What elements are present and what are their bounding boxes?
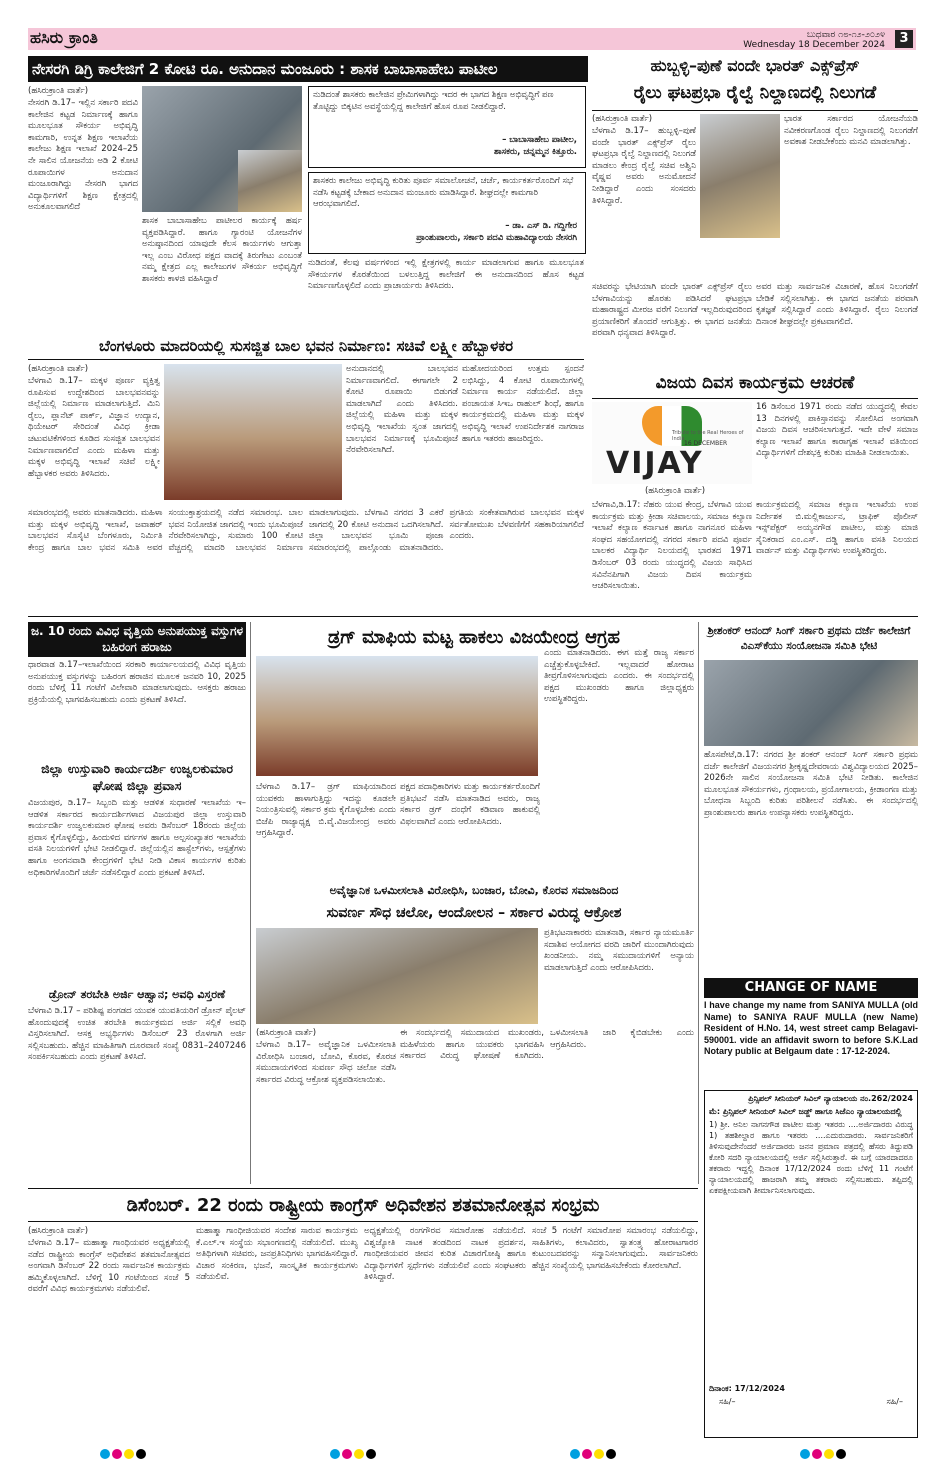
court-notice-header: ಪ್ರಿನ್ಸಿಪಲ್ ಸೀನಿಯರ್ ಸಿವಿಲ್ ನ್ಯಾಯಾಲಯ ನಂ.262/2024 (748, 1094, 913, 1103)
story8-headline: ಡ್ರಗ್ ಮಾಫಿಯ ಮಟ್ಟ ಹಾಕಲು ವಿಜಯೇಂದ್ರ ಆಗ್ರಹ (327, 627, 621, 648)
story7-headline: ಡ್ರೋನ್ ತರಬೇತಿ ಅರ್ಜಿ ಆಹ್ವಾನ; ಅವಧಿ ವಿಸ್ತರಣೆ (48, 988, 226, 1001)
court-notice-body: 1) ಶ್ರೀ. ಅನಿಲ ನಾಗನಗೌಡ ಪಾಟೀಲ ಮತ್ತು ಇತರರು ....ಅರ್ಜಿದಾರರು ವಿರುದ್ಧ 1) ತಹಶೀಲ್ದಾರ ಹಾಗೂ ಇತರರು ....ಎದುರುದಾರರು. ಸಾರ್ವಜನಿಕರಿಗೆ ತಿಳಿಸುವುದೇನೆಂದರೆ ಅರ್ಜಿದಾರರು ಜನನ ಪ್ರಮಾಣ ಪತ್ರದಲ್ಲಿ ಹೆಸರು ತಿದ್ದುಪಡಿ ಕೋರಿ ಸದರಿ ನ್ಯಾಯಾಲಯದಲ್ಲಿ ಅರ್ಜಿ ಸಲ್ಲಿಸಿರುತ್ತಾರೆ. ಈ ಬಗ್ಗೆ ಯಾರದಾದರೂ ತಕರಾರು ಇದ್ದಲ್ಲಿ ದಿನಾಂಕ 17/12/2024 ರಂದು ಬೆಳಿಗ್ಗೆ 11 ಗಂಟೆಗೆ ನ್ಯಾಯಾಲಯದಲ್ಲಿ ಹಾಜರಾಗಿ ತಮ್ಮ ತಕರಾರು ಸಲ್ಲಿಸಬಹುದು. ತಪ್ಪಿದಲ್ಲಿ ಏಕಪಕ್ಷೀಯವಾಗಿ ತೀರ್ಮಾನಿಸಲಾಗುವುದು. (709, 1120, 913, 1195)
date-kannada: ಬುಧವಾರ ೧೮-೧೨-೨೦೨೪ (806, 30, 885, 40)
sig-right: ಸಹಿ/– (886, 1397, 903, 1406)
story11-body3: ಅಧ್ಯಕ್ಷತೆಯಲ್ಲಿ ರಂಗಗೌರವ ಸಮಾರೋಹ ನಡೆಯಲಿದೆ. ವಿಶ್ವಜ್ಯೋತಿ ನಾಟಕ ತಂಡದಿಂದ ನಾಟಕ ಪ್ರದರ್ಶನ, ಗಾಂಧೀಜಿಯವರ ಜೀವನ ಕುರಿತ ವಿಚಾರಗೋಷ್ಠಿ ಹಾಗೂ ವಿದ್ಯಾರ್ಥಿಗಳಿಗೆ ಸ್ಪರ್ಧೆಗಳು ನಡೆಯಲಿವೆ ಎಂದು ಸಂಘಟಕರು ತಿಳಿಸಿದ್ದಾರೆ. (364, 1226, 526, 1283)
court-notice-date: ದಿನಾಂಕ: 17/12/2024 (709, 1384, 785, 1393)
story11-body4: ಸಂಜೆ 5 ಗಂಟೆಗೆ ಸಮಾರೋಪ ಸಮಾರಂಭ ನಡೆಯಲಿದ್ದು, ಸಾಹಿತಿಗಳು, ಕಲಾವಿದರು, ಸ್ವಾತಂತ್ರ್ಯ ಹೋರಾಟಗಾರರ ಕುಟುಂಬದವರನ್ನು ಸನ್ಮಾನಿಸಲಾಗುವುದು. ಸಾರ್ವಜನಿಕರು ಹೆಚ್ಚಿನ ಸಂಖ್ಯೆಯಲ್ಲಿ ಭಾಗವಹಿಸಬೇಕೆಂದು ಕೋರಲಾಗಿದೆ. (532, 1226, 698, 1271)
story1-quote-box-2 (308, 172, 586, 254)
story1-body3: ನುಡಿದಂತೆ, ಕೆಲವು ವರ್ಷಗಳಿಂದ ಇಲ್ಲಿ ಕ್ಷೇತ್ರಗಳಲ್ಲಿ ಕಾರ್ಯ ಮಾಡಲಾಗುವ ಹಾಗೂ ಮೂಲಭೂತ ಸೌಕರ್ಯಗಳ ಕೊರತೆಯಿಂದ ಬಳಲುತ್ತಿದ್ದ ಕಾಲೇಜಿಗೆ ಈ ಅನುದಾನದಿಂದ ಹೊಸ ಕಟ್ಟಡ ನಿರ್ಮಾಣಗೊಳ್ಳಲಿದೆ ಎಂದು ಪ್ರಾಚಾರ್ಯರು ತಿಳಿಸಿದರು. (308, 258, 584, 292)
story4-dateline: (ಹಸಿರುಕ್ರಾಂತಿ ವಾರ್ತೆ) (644, 486, 706, 496)
story3-body1: ಬೆಳಗಾವಿ ಡಿ.17– ಮಕ್ಕಳ ಪೂರ್ಣ ವ್ಯಕ್ತಿತ್ವ ರೂಪಿಸುವ ಉದ್ದೇಶದಿಂದ ಬಾಲಭವನವನ್ನು ಜಿಲ್ಲೆಯಲ್ಲಿ ನಿರ್ಮಾಣ ಮಾಡಲಾಗುತ್ತಿದೆ. ಮಿನಿ ರೈಲು, ಪ್ಲಾನೆಟ್ ಪಾರ್ಕ್, ವಿಜ್ಞಾನ ಉದ್ಯಾನ, ಥಿಯೇಟರ್ ಸೇರಿದಂತೆ ವಿವಿಧ ಕ್ರೀಡಾ ಚಟುವಟಿಕೆಗಳಿಂದ ಕೂಡಿದ ಸುಸಜ್ಜಿತ ಬಾಲಭವನ ನಿರ್ಮಾಣವಾಗಲಿದೆ ಎಂದು ಮಹಿಳಾ ಮತ್ತು ಮಕ್ಕಳ ಅಭಿವೃದ್ಧಿ ಇಲಾಖೆ ಸಚಿವೆ ಲಕ್ಷ್ಮೀ ಹೆಬ್ಬಾಳಕರ ಅವರು ತಿಳಿಸಿದರು. (28, 376, 160, 479)
change-of-name-body: I have change my name from SANIYA MULLA (old Name) to SANIYA RAUF MULLA (new Name) Resident of H.No. 14, west street camp Belagavi-590001. vide an affidavit sworn to before S.K.Lad Notary public at Belgaum date : 17-12-2024. (704, 1000, 918, 1056)
masthead-date (743, 30, 885, 50)
story10-headline-line1: ಅವೈಜ್ಞಾನಿಕ ಒಳಮೀಸಲಾತಿ ವಿರೋಧಿಸಿ, ಬಂಜಾರ, ಬೋವಿ, ಕೊರವ ಸಮಾಜದಿಂದ (329, 884, 619, 897)
story1-body2: ಶಾಸಕ ಬಾಬಾಸಾಹೇಬ ಪಾಟೀಲರ ಕಾರ್ಯಕ್ಕೆ ಹರ್ಷ ವ್ಯಕ್ತಪಡಿಸಿದ್ದಾರೆ. ಹಾಗೂ ಗ್ಯಾರಂಟಿ ಯೋಜನೆಗಳ ಅನುಷ್ಠಾನದಿಂದ ಯಾವುದೇ ಕೆಲಸ ಕಾರ್ಯಗಳು ಆಗುತ್ತಾ ಇಲ್ಲ ಎಂಬ ವಿರೋಧ ಪಕ್ಷದ ವಾದಕ್ಕೆ ತಿರುಗೇಟು ಎಂಬಂತೆ ನಮ್ಮ ಕ್ಷೇತ್ರದ ಎಲ್ಲ ಕಾಲೇಜುಗಳ ಸೌಕರ್ಯ ಅಭಿವೃದ್ಧಿಗೆ ಶಾಸಕರು ಕಾಳಜಿ ವಹಿಸಿದ್ದಾರೆ (142, 216, 302, 284)
story11-headline: ಡಿಸೆಂಬರ್. 22 ರಂದು ರಾಷ್ಟ್ರೀಯ ಕಾಂಗ್ರೆಸ್ ಅಧಿವೇಶನ ಶತಮಾನೋತ್ಸವ ಸಂಭ್ರಮ (126, 1195, 600, 1216)
page-number: 3 (895, 30, 913, 48)
quote1-sig-name: – ಬಾಬಾಸಾಹೇಬ ಪಾಟೀಲ, (502, 135, 577, 145)
story2-body3: ಸಚಿವರನ್ನು ಭೇಟಿಯಾಗಿ ವಂದೇ ಭಾರತ್ ಎಕ್ಸ್‌ಪ್ರೆಸ್ ರೈಲು ಬೆಳಗಾವಿಯನ್ನು ಹೊರತು ಪಡಿಸಿದರೆ ಘಟಪ್ರಭಾ ಮಹಾರಾಷ್ಟ್ರದ ಮೀರಜ ವರೆಗೆ ನಿಲುಗಡೆ ಇಲ್ಲದಿರುವುದರಿಂದ ಪ್ರಯಾಣಿಕರಿಗೆ ತೊಂದರೆ ಆಗುತ್ತಿತ್ತು. ಈ ಭಾಗದ ಜನತೆಯ ಪರವಾಗಿ ಧನ್ಯವಾದ ತಿಳಿಸಿದ್ದಾರೆ. (592, 282, 752, 339)
story3-dateline: (ಹಸಿರುಕ್ರಾಂತಿ ವಾರ್ತೆ) (28, 364, 89, 374)
column-divider-left (250, 622, 251, 1184)
story4-headline: ವಿಜಯ ದಿವಸ ಕಾರ್ಯಕ್ರಮ ಆಚರಣೆ (655, 373, 855, 393)
story10-body3: ಈ ಸಂದರ್ಭದಲ್ಲಿ ಸಮುದಾಯದ ಮುಖಂಡರು, ಮಹಿಳೆಯರು ಹಾಗೂ ಯುವಕರು ಭಾಗವಹಿಸಿ ಸರ್ಕಾರದ ವಿರುದ್ಧ ಘೋಷಣೆ ಕೂಗಿದರು. ಒಳಮೀಸಲಾತಿ ಜಾರಿ ಕೈಬಿಡಬೇಕು ಎಂದು ಆಗ್ರಹಿಸಿದರು. (400, 1028, 694, 1062)
date-english: Wednesday 18 December 2024 (743, 40, 885, 50)
story3-rule (28, 359, 584, 360)
vijay-graphic-title: VIJAY (606, 446, 704, 481)
vijay-graphic-tagline: Tribute to the Real Heroes of India (672, 430, 744, 442)
story2-body2: ಭಾರತ ಸರ್ಕಾರದ ಯೋಜನೆಯಡಿ ನವೀಕರಣಗೊಂಡ ರೈಲು ನಿಲ್ದಾಣದಲ್ಲಿ ನಿಲುಗಡೆಗೆ ಅವಕಾಶ ನೀಡಬೇಕೆಂದು ಮನವಿ ಮಾಡಲಾಗಿತ್ತು. (784, 114, 918, 148)
bjp-protest-photo (256, 656, 538, 776)
story2-dateline: (ಹಸಿರುಕ್ರಾಂತಿ ವಾರ್ತೆ) (592, 114, 653, 124)
story4-body1: 16 ಡಿಸೆಂಬರ 1971 ರಂದು ನಡೆದ ಯುದ್ಧದಲ್ಲಿ ಕೇವಲ 13 ದಿನಗಳಲ್ಲಿ ಪಾಕಿಸ್ತಾನವನ್ನು ಸೋಲಿಸಿದ ಅಂಗವಾಗಿ ವಿಜಯ ದಿವಸ ಆಚರಿಸಲಾಗುತ್ತದೆ. ಇದೇ ವೇಳೆ ಸಮಾಜ ಕಲ್ಯಾಣ ಇಲಾಖೆ ಹಾಗೂ ಕಾರಾಗೃಹ ಇಲಾಖೆ ವತಿಯಿಂದ ವಿದ್ಯಾರ್ಥಿಗಳಿಗೆ ದೇಶಭಕ್ತಿ ಕುರಿತು ಮಾಹಿತಿ ನೀಡಲಾಯಿತು. (756, 402, 918, 459)
story10-body1: ಬೆಳಗಾವಿ ಡಿ.17– ಅವೈಜ್ಞಾನಿಕ ಒಳಮೀಸಲಾತಿ ವಿರೋಧಿಸಿ ಬಂಜಾರ, ಬೋವಿ, ಕೊರವ, ಕೊರಚ ಸಮುದಾಯಗಳಿಂದ ಸುವರ್ಣ ಸೌಧ ಚಲೋ ನಡೆಸಿ ಸರ್ಕಾರದ ವಿರುದ್ಧ ಆಕ್ರೋಶ ವ್ಯಕ್ತಪಡಿಸಲಾಯಿತು. (256, 1040, 396, 1085)
story2-rule (592, 110, 918, 111)
story6-headline-text: ಜಿಲ್ಲಾ ಉಸ್ತುವಾರಿ ಕಾರ್ಯದರ್ಶಿ ಉಜ್ವಲಕುಮಾರ ಘೋಷ ಜಿಲ್ಲಾ ಪ್ರವಾಸ (41, 761, 233, 793)
story10-body2: ಪ್ರತಿಭಟನಾಕಾರರು ಮಾತನಾಡಿ, ಸರ್ಕಾರ ನ್ಯಾಯಮೂರ್ತಿ ಸದಾಶಿವ ಆಯೋಗದ ವರದಿ ಜಾರಿಗೆ ಮುಂದಾಗಿರುವುದು ಖಂಡನೀಯ. ನಮ್ಮ ಸಮುದಾಯಗಳಿಗೆ ಅನ್ಯಾಯ ಮಾಡಲಾಗುತ್ತಿದೆ ಎಂದು ಆರೋಪಿಸಿದರು. (544, 928, 694, 973)
story1-body1: ನೇಸರಗಿ ಡಿ.17– ಇಲ್ಲಿನ ಸರ್ಕಾರಿ ಪದವಿ ಕಾಲೇಜಿನ ಕಟ್ಟಡ ನಿರ್ಮಾಣಕ್ಕೆ ಹಾಗೂ ಮೂಲಭೂತ ಸೌಕರ್ಯ ಅಭಿವೃದ್ಧಿ ಕಾಮಗಾರಿ, ಉನ್ನತ ಶಿಕ್ಷಣ ಇಲಾಖೆಯ ಕಾಲೇಜು ಶಿಕ್ಷಣ ಇಲಾಖೆ 2024–25 ನೇ ಸಾಲಿನ ಯೋಜನೆಯ ಅಡಿ 2 ಕೋಟಿ ರೂಪಾಯಿಗಳ ಅನುದಾನ ಮಂಜೂರಾಗಿದ್ದು ನೇಸರಗಿ ಭಾಗದ ವಿದ್ಯಾರ್ಥಿಗಳಿಗೆ ಶಿಕ್ಷಣ ಕ್ಷೇತ್ರದಲ್ಲಿ ಅನುಕೂಲವಾಗಲಿದೆ (28, 98, 138, 213)
sig-left: ಸಹಿ/– (719, 1397, 736, 1406)
mla-portrait-photo (238, 150, 302, 212)
story11-body2: ಮಹಾತ್ಮಾ ಗಾಂಧೀಜಿಯವರ ಸಂದೇಶ ಸಾರುವ ಕಾರ್ಯಕ್ರಮ ಕೆ.ಎಲ್.ಇ ಸಂಸ್ಥೆಯ ಸಭಾಂಗಣದಲ್ಲಿ ನಡೆಯಲಿದೆ. ಮುಖ್ಯ ಅತಿಥಿಗಳಾಗಿ ಸಚಿವರು, ಜನಪ್ರತಿನಿಧಿಗಳು ಭಾಗವಹಿಸಲಿದ್ದಾರೆ. ವಿಚಾರ ಸಂಕಿರಣ, ಭಜನೆ, ಸಾಂಸ್ಕೃತಿಕ ಕಾರ್ಯಕ್ರಮಗಳು ನಡೆಯಲಿವೆ. (196, 1226, 358, 1283)
story1-dateline: (ಹಸಿರುಕ್ರಾಂತಿ ವಾರ್ತೆ) (28, 86, 89, 96)
story1-quote1-signature (309, 135, 585, 158)
story2-headline-line1: ಹುಬ್ಬಳ್ಳಿ–ಪುಣೆ ವಂದೇ ಭಾರತ್ ಎಕ್ಸ್‌ಪ್ರೆಸ್ (650, 56, 860, 75)
vijay-graphic-date: 16 DECEMBER (684, 440, 728, 447)
story10-dateline: (ಹಸಿರುಕ್ರಾಂತಿ ವಾರ್ತೆ) (256, 1028, 317, 1038)
cmyk-dots-4 (800, 1444, 848, 1463)
story10-headline-line2: ಸುವರ್ಣ ಸೌಧ ಚಲೋ, ಆಂದೋಲನ – ಸರ್ಕಾರ ವಿರುದ್ಧ ಆಕ್ರೋಶ (326, 905, 622, 921)
story5-headline-text: ಜ. 10 ರಂದು ವಿವಿಧ ವೃತ್ತಿಯ ಅನುಪಯುಕ್ತ ವಸ್ತುಗಳ ಬಹಿರಂಗ ಹರಾಜು (30, 624, 244, 654)
story9-headline-text: ಶ್ರೀಶಂಕರ್ ಆನಂದ್ ಸಿಂಗ್ ಸರ್ಕಾರಿ ಪ್ರಥಮ ದರ್ಜೆ ಕಾಲೇಜಿಗೆ ವಿಎಸ್‌ಕೆಯು ಸಂಯೋಜನಾ ಸಮಿತಿ ಭೇಟಿ (707, 625, 911, 652)
cmyk-dots-1 (100, 1444, 148, 1463)
story6-body: ವಿಜಯಪುರ, ಡಿ.17– ಸಿಬ್ಬಂದಿ ಮತ್ತು ಆಡಳಿತ ಸುಧಾರಣೆ ಇಲಾಖೆಯ ಇ–ಆಡಳಿತ ಸರ್ಕಾರದ ಕಾರ್ಯದರ್ಶಿಗಳಾದ ವಿಜಯಪುರ ಜಿಲ್ಲಾ ಉಸ್ತುವಾರಿ ಕಾರ್ಯದರ್ಶಿ ಉಜ್ವಲಕುಮಾರ ಘೋಷ ಅವರು ಡಿಸೆಂಬರ್ 18ರಂದು ಜಿಲ್ಲೆಯ ಪ್ರವಾಸ ಕೈಗೊಳ್ಳಲಿದ್ದು, ಹಿಂದುಳಿದ ವರ್ಗಗಳ ಹಾಗೂ ಅಲ್ಪಸಂಖ್ಯಾತರ ಇಲಾಖೆಯ ವಸತಿ ನಿಲಯಗಳಿಗೆ ಭೇಟಿ ನೀಡಲಿದ್ದಾರೆ. ಜಿಲ್ಲೆಯಲ್ಲಿನ ಹಾಸ್ಟೆಲ್‌ಗಳು, ಆಸ್ಪತ್ರೆಗಳು ಹಾಗೂ ಅಂಗನವಾಡಿ ಕೇಂದ್ರಗಳಿಗೆ ಭೇಟಿ ನೀಡಿ ವಿಕಾಸ ಕಾರ್ಯಗಳ ಕುರಿತು ಅಧಿಕಾರಿಗಳೊಂದಿಗೆ ಚರ್ಚೆ ನಡೆಸಲಿದ್ದಾರೆ ಎಂದು ಪ್ರಕಟಣೆ ತಿಳಿಸಿದೆ. (28, 798, 246, 878)
story9-headline (700, 624, 918, 656)
cmyk-dots-2 (330, 1444, 378, 1463)
mp-portrait-photo (700, 114, 780, 238)
story1-quote2-signature (309, 221, 585, 244)
quote2-sig-name: – ಡಾ. ಎಸ್ ಡಿ. ಗದ್ದಿಗೇರ (505, 221, 577, 231)
quote2-sig-title: ಪ್ರಾಂಶುಪಾಲರು, ಸರ್ಕಾರಿ ಪದವಿ ಮಹಾವಿದ್ಯಾಲಯ ನೇಸರಗಿ (416, 232, 577, 243)
story4-rule (592, 398, 918, 399)
story9-body: ಹೊಸಪೇಟೆ,ಡಿ.17: ನಗರದ ಶ್ರೀ ಶಂಕರ್ ಆನಂದ್ ಸಿಂಗ್ ಸರ್ಕಾರಿ ಪ್ರಥಮ ದರ್ಜೆ ಕಾಲೇಜಿಗೆ ವಿಜಯನಗರ ಶ್ರೀಕೃಷ್ಣದೇವರಾಯ ವಿಶ್ವವಿದ್ಯಾಲಯದ 2025–2026ನೇ ಸಾಲಿನ ಸಂಯೋಜನಾ ಸಮಿತಿ ಭೇಟಿ ನೀಡಿತು. ಕಾಲೇಜಿನ ಮೂಲಭೂತ ಸೌಕರ್ಯಗಳು, ಗ್ರಂಥಾಲಯ, ಪ್ರಯೋಗಾಲಯ, ಕ್ರೀಡಾಂಗಣ ಮತ್ತು ಬೋಧನಾ ಸಿಬ್ಬಂದಿ ಕುರಿತು ಪರಿಶೀಲನೆ ನಡೆಸಿತು. ಈ ಸಂದರ್ಭದಲ್ಲಿ ಪ್ರಾಂಶುಪಾಲರು ಹಾಗೂ ಉಪನ್ಯಾಸಕರು ಉಪಸ್ಥಿತರಿದ್ದರು. (704, 750, 918, 818)
story1-quote2: ಶಾಸಕರು ಕಾಲೇಜು ಅಭಿವೃದ್ಧಿ ಕುರಿತು ಪೂರ್ವ ಸಮಾಲೋಚನೆ, ಚರ್ಚೆ, ಕಾರ್ಯಕರ್ತರೊಂದಿಗೆ ಸಭೆ ನಡೆಸಿ ಕಟ್ಟಡಕ್ಕೆ ಬೇಕಾದ ಅನುದಾನ ಮಂಜೂರು ಮಾಡಿಸಿದ್ದಾರೆ. ಶೀಘ್ರದಲ್ಲೇ ಕಾಮಗಾರಿ ಆರಂಭವಾಗಲಿದೆ. (313, 176, 574, 210)
story11-dateline: (ಹಸಿರುಕ್ರಾಂತಿ ವಾರ್ತೆ) (28, 1226, 89, 1236)
story3-body4: ಸಮಾರಂಭದಲ್ಲಿ ಅವರು ಮಾತನಾಡಿದರು. ಮಹಿಳಾ ಮತ್ತು ಮಕ್ಕಳ ಅಭಿವೃದ್ಧಿ ಇಲಾಖೆ, ಜವಾಹರ್ ಬಾಲಭವನ ಸೊಸೈಟಿ ಬೆಂಗಳೂರು, ನಿರ್ಮಿತಿ ಕೇಂದ್ರ ಹಾಗೂ ಬಾಲ ಭವನ ಸಮಿತಿ ಅವರ ಸಂಯುಕ್ತಾಶ್ರಯದಲ್ಲಿ ನಡೆದ ಸಮಾರಂಭ. ಬಾಲ ಭವನ ನಿಯೋಜಿತ ಜಾಗದಲ್ಲಿ ಇಂದು ಭೂಮಿಪೂಜೆ ನೆರವೇರಿಸಲಾಗಿದ್ದು, ಸುಮಾರು 100 ಕೋಟಿ ವೆಚ್ಚದಲ್ಲಿ ಮಾದರಿ ಬಾಲಭವನ ನಿರ್ಮಾಣ ಮಾಡಲಾಗುವುದು. ಬೆಳಗಾವಿ ನಗರದ 3 ಎಕರೆ ಜಾಗದಲ್ಲಿ 20 ಕೋಟಿ ಅನುದಾನ ಒದಗಿಸಲಾಗಿದೆ. ಜಿಲ್ಲಾ ಬಾಲಭವನ ಭೂಮಿ ಪೂಜಾ ಸಮಾರಂಭದಲ್ಲಿ ಪಾಲ್ಗೊಂಡು ಮಾತನಾಡಿದರು. ಪ್ರಗತಿಯ ಸಂಕೇತವಾಗಿರುವ ಬಾಲಭವನ ಮಕ್ಕಳ ಸರ್ವತೋಮುಖ ಬೆಳವಣಿಗೆಗೆ ಸಹಕಾರಿಯಾಗಲಿದೆ ಎಂದರು. (28, 508, 584, 553)
story8-body1: ಬೆಳಗಾವಿ ಡಿ.17– ಡ್ರಗ್ ಮಾಫಿಯಾದಿಂದ ಯುವಕರು ಹಾಳಾಗುತ್ತಿದ್ದು ಇದನ್ನು ಕೂಡಲೇ ನಿಯಂತ್ರಿಸುವಲ್ಲಿ ಸರ್ಕಾರ ಕ್ರಮ ಕೈಗೊಳ್ಳಬೇಕು ಎಂದು ಬಿಜೆಪಿ ರಾಜ್ಯಾಧ್ಯಕ್ಷ ಬಿ.ವೈ.ವಿಜಯೇಂದ್ರ ಅವರು ಆಗ್ರಹಿಸಿದ್ದಾರೆ. (256, 782, 396, 839)
vijay-diwas-graphic (592, 402, 752, 484)
college-committee-photo (704, 660, 918, 746)
masthead-title: ಹಸಿರು ಕ್ರಾಂತಿ (30, 28, 98, 47)
story3-body3: ಮಹೋದಯರಿಂದ ಉತ್ತಮ ಸ್ಪಂದನೆ ಲಭಿಸಿದ್ದು, 4 ಕೋಟಿ ರೂಪಾಯಿಗಳಲ್ಲಿ ನಿರ್ಮಾಣ ಕಾರ್ಯ ನಡೆಯಲಿದೆ. ಜಿಲ್ಲಾ ಪಂಚಾಯತ ಸಿಇಒ ರಾಹುಲ್ ಶಿಂಧೆ, ಹಾಗೂ ಕಾರ್ಯಕ್ರಮದಲ್ಲಿ ಮಹಿಳಾ ಮತ್ತು ಮಕ್ಕಳ ಅಭಿವೃದ್ಧಿ ಇಲಾಖೆ ಉಪನಿರ್ದೇಶಕ ನಾಗರಾಜ ಹಾಗೂ ಇತರರು ಹಾಜರಿದ್ದರು. (462, 364, 584, 444)
story2-headline-line2: ರೈಲು ಘಟಪ್ರಭಾ ರೈಲ್ವೆ ನಿಲ್ದಾಣದಲ್ಲಿ ನಿಲುಗಡೆ (633, 83, 877, 103)
story4-body2: ಬೆಳಗಾವಿ,ಡಿ.17: ನೆಹರು ಯುವ ಕೇಂದ್ರ, ಬೆಳಗಾವಿ ಯುವ ಕಾರ್ಯಕ್ರಮ ಮತ್ತು ಕ್ರೀಡಾ ಸಚಿವಾಲಯ, ಸಮಾಜ ಕಲ್ಯಾಣ ಇಲಾಖೆ ಕಲ್ಯಾಣ ಕರ್ನಾಟಕ ಹಾಗೂ ನಾಗನೂರ ಮಹಿಳಾ ಸಂಘದ ಸಹಯೋಗದಲ್ಲಿ ನಗರದ ಸರ್ಕಾರಿ ಪದವಿ ಪೂರ್ವ ಬಾಲಕರ ವಿದ್ಯಾರ್ಥಿ ನಿಲಯದಲ್ಲಿ ಭಾರತದ 1971 ಡಿಸೆಂಬರ್ 03 ರಂದು ಯುದ್ಧದಲ್ಲಿ ವಿಜಯ ಸಾಧಿಸಿದ ಸವಿನೆನಪಿಗಾಗಿ ವಿಜಯ ದಿವಸ ಕಾರ್ಯಕ್ರಮ ಆಚರಿಸಲಾಯಿತು. (592, 500, 752, 592)
story5-headline (28, 622, 246, 657)
quote1-sig-title: ಶಾಸಕರು, ಚನ್ನಮ್ಮನ ಕಿತ್ತೂರು. (493, 146, 577, 157)
court-notice-court: ಮೆ: ಪ್ರಿನ್ಸಿಪಲ್ ಸೀನಿಯರ್ ಸಿವಿಲ್ ಜಡ್ಜ್ ಹಾಗೂ ಸಿಜೆಎಂ ನ್ಯಾಯಾಲಯದಲ್ಲಿ (709, 1107, 902, 1116)
story1-quote-box-1 (308, 86, 586, 168)
story5-body: ಧಾರವಾಡ ಡಿ.17–ಇಲಾಖೆಯಿಂದ ಸರಕಾರಿ ಕಾರ್ಯಾಲಯದಲ್ಲಿ ವಿವಿಧ ವೃತ್ತಿಯ ಅನುಪಯುಕ್ತ ವಸ್ತುಗಳನ್ನು ಬಹಿರಂಗ ಹರಾಜಿನ ಮೂಲಕ ಜನವರಿ 10, 2025 ರಂದು ಬೆಳಿಗ್ಗೆ 11 ಗಂಟೆಗೆ ವಿಲೇವಾರಿ ಮಾಡಲಾಗುವುದು. ಆಸಕ್ತರು ಹರಾಜು ಪ್ರಕ್ರಿಯೆಯಲ್ಲಿ ಭಾಗವಹಿಸಬಹುದು ಎಂದು ಪ್ರಕಟಣೆ ತಿಳಿಸಿದೆ. (28, 660, 246, 705)
cmyk-dots-3 (570, 1444, 618, 1463)
section-divider-1 (28, 616, 918, 617)
bhoomi-pooja-photo (164, 364, 342, 500)
story11-body1: ಬೆಳಗಾವಿ ಡಿ.17– ಮಹಾತ್ಮಾ ಗಾಂಧಿಯವರ ಅಧ್ಯಕ್ಷತೆಯಲ್ಲಿ ನಡೆದ ರಾಷ್ಟ್ರೀಯ ಕಾಂಗ್ರೆಸ್ ಅಧಿವೇಶನ ಶತಮಾನೋತ್ಸವದ ಅಂಗವಾಗಿ ಡಿಸೆಂಬರ್ 22 ರಂದು ಸಾರ್ವಜನಿಕ ಕಾರ್ಯಕ್ರಮ ಹಮ್ಮಿಕೊಳ್ಳಲಾಗಿದೆ. ಬೆಳಿಗ್ಗೆ 10 ಗಂಟೆಯಿಂದ ಸಂಜೆ 5 ರವರೆಗೆ ವಿವಿಧ ಕಾರ್ಯಕ್ರಮಗಳು ನಡೆಯಲಿವೆ. (28, 1238, 190, 1295)
story6-headline (28, 760, 246, 796)
story1-quote1: ನುಡಿದಂತೆ ಶಾಸಕರು ಕಾಲೇಜಿನ ಪ್ರೇಮಿಗಳಾಗಿದ್ದು ಇದರ ಈ ಭಾಗದ ಶಿಕ್ಷಣ ಅಭಿವೃದ್ಧಿಗೆ ಪಣ ತೊಟ್ಟಿದ್ದು ಬಿಕ್ಕಟಿನ ಅವಸ್ಥೆಯಲ್ಲಿದ್ದ ಕಾಲೇಜಿಗೆ ಹೊಸ ರೂಪ ನೀಡಲಿದ್ದಾರೆ. (313, 90, 554, 112)
column-divider-right (698, 622, 699, 1184)
story8-body2: ಪಕ್ಷದ ಪದಾಧಿಕಾರಿಗಳು ಮತ್ತು ಕಾರ್ಯಕರ್ತರೊಂದಿಗೆ ಪ್ರತಿಭಟನೆ ನಡೆಸಿ ಮಾತನಾಡಿದ ಅವರು, ರಾಜ್ಯ ಸರ್ಕಾರ ಡ್ರಗ್ ದಂಧೆಗೆ ಕಡಿವಾಣ ಹಾಕುವಲ್ಲಿ ವಿಫಲವಾಗಿದೆ ಎಂದು ಆರೋಪಿಸಿದರು. (400, 782, 540, 827)
story11-rule (28, 1221, 698, 1222)
section-divider-2 (28, 1188, 698, 1189)
story1-headline: ನೇಸರಗಿ ಡಿಗ್ರಿ ಕಾಲೇಜಿಗೆ 2 ಕೋಟಿ ರೂ. ಅನುದಾನ ಮಂಜೂರು : ಶಾಸಕ ಬಾಬಾಸಾಹೇಬ ಪಾಟೀಲ (28, 56, 588, 82)
story3-body2: ಅನುದಾನದಲ್ಲಿ ಬಾಲಭವನ ನಿರ್ಮಾಣವಾಗಲಿದೆ. ಈಗಾಗಲೇ 2 ಕೋಟಿ ರೂಪಾಯಿ ಬಿಡುಗಡೆ ಮಾಡಲಾಗಿದೆ ಎಂದು ತಿಳಿಸಿದರು. ಜಿಲ್ಲೆಯಲ್ಲಿ ಮಹಿಳಾ ಮತ್ತು ಮಕ್ಕಳ ಅಭಿವೃದ್ಧಿ ಇಲಾಖೆಯ ಸ್ವಂತ ಜಾಗದಲ್ಲಿ ಬಾಲಭವನ ನಿರ್ಮಾಣಕ್ಕೆ ಭೂಮಿಪೂಜೆ ನೆರವೇರಿಸಲಾಗಿದೆ. (346, 364, 458, 456)
story8-body3: ಎಂದು ಮಾತನಾಡಿದರು. ಈಗ ಮತ್ತೆ ರಾಜ್ಯ ಸರ್ಕಾರ ಎಚ್ಚೆತ್ತುಕೊಳ್ಳಬೇಕಿದೆ. ಇಲ್ಲವಾದರೆ ಹೋರಾಟ ತೀವ್ರಗೊಳಿಸಲಾಗುವುದು ಎಂದರು. ಈ ಸಂದರ್ಭದಲ್ಲಿ ಪಕ್ಷದ ಮುಖಂಡರು ಹಾಗೂ ಜಿಲ್ಲಾಧ್ಯಕ್ಷರು ಉಪಸ್ಥಿತರಿದ್ದರು. (544, 648, 694, 705)
story2-body4: ಅವರ ಮತ್ತು ಸಾರ್ವಜನಿಕ ವಿಚಾರಣೆ, ಹೊಸ ನಿಲುಗಡೆಗೆ ಬೇಡಿಕೆ ಸಲ್ಲಿಸಲಾಗಿತ್ತು. ಈ ಭಾಗದ ಜನತೆಯ ಪರವಾಗಿ ಕೃತಜ್ಞತೆ ಸಲ್ಲಿಸಿದ್ದಾರೆ ಎಂದು ತಿಳಿಸಿದ್ದಾರೆ. ರೈಲು ನಿಲುಗಡೆ ದಿನಾಂಕ ಶೀಘ್ರದಲ್ಲೇ ಪ್ರಕಟವಾಗಲಿದೆ. (756, 282, 918, 327)
story7-body: ಬೆಳಗಾವಿ ಡಿ.17 – ಪರಿಶಿಷ್ಟ ಪಂಗಡದ ಯುವಕ ಯುವತಿಯರಿಗೆ ಡ್ರೋನ್ ಪೈಲಟ್ ಹೊಂದುವುದಕ್ಕೆ ಉಚಿತ ತರಬೇತಿ ಕಾರ್ಯಕ್ರಮದ ಅರ್ಜಿ ಸಲ್ಲಿಕೆ ಅವಧಿ ವಿಸ್ತರಿಸಲಾಗಿದೆ. ಆಸಕ್ತ ಅಭ್ಯರ್ಥಿಗಳು ಡಿಸೆಂಬರ್ 23 ರೊಳಗಾಗಿ ಅರ್ಜಿ ಸಲ್ಲಿಸಬಹುದು. ಹೆಚ್ಚಿನ ಮಾಹಿತಿಗಾಗಿ ದೂರವಾಣಿ ಸಂಖ್ಯೆ 0831–2407246 ಸಂಪರ್ಕಿಸಬಹುದು ಎಂದು ಪ್ರಕಟಣೆ ತಿಳಿಸಿದೆ. (28, 1006, 246, 1063)
court-notice-signatures (705, 1396, 917, 1407)
change-of-name-title: CHANGE OF NAME (704, 978, 918, 998)
story3-headline: ಬೆಂಗಳೂರು ಮಾದರಿಯಲ್ಲಿ ಸುಸಜ್ಜಿತ ಬಾಲ ಭವನ ನಿರ್ಮಾಣ: ಸಚಿವೆ ಲಕ್ಷ್ಮೀ ಹೆಬ್ಬಾಳಕರ (98, 337, 514, 355)
story4-body3: ಕಾರ್ಯಕ್ರಮದಲ್ಲಿ ಸಮಾಜ ಕಲ್ಯಾಣ ಇಲಾಖೆಯ ಉಪ ನಿರ್ದೇಶಕ ಬಿ.ಮಲ್ಲಿಕಾರ್ಜುನ, ಟ್ರಾಫಿಕ್ ಪೊಲೀಸ್ ಇನ್ಸ್‌ಪೆಕ್ಟರ್ ಅಯ್ಯನಗೌಡ ಪಾಟೀಲ, ಮತ್ತು ಮಾಜಿ ಸೈನಿಕರಾದ ಎಂ.ಎಸ್. ದಡ್ಡಿ ಹಾಗೂ ವಸತಿ ನಿಲಯದ ವಾರ್ಡನ್ ಮತ್ತು ವಿದ್ಯಾರ್ಥಿಗಳು ಉಪಸ್ಥಿತರಿದ್ದರು. (756, 500, 918, 557)
reservation-protest-photo (256, 928, 538, 1024)
story2-body1: ಬೆಳಗಾವಿ ಡಿ.17– ಹುಬ್ಬಳ್ಳಿ–ಪುಣೆ ವಂದೇ ಭಾರತ್ ಎಕ್ಸ್‌ಪ್ರೆಸ್ ರೈಲು ಘಟಪ್ರಭಾ ರೈಲ್ವೆ ನಿಲ್ದಾಣದಲ್ಲಿ ನಿಲುಗಡೆ ಮಾಡಲು ಕೇಂದ್ರ ರೈಲ್ವೆ ಸಚಿವ ಅಶ್ವಿನಿ ವೈಷ್ಣವ ಅವರು ಅನುಮೋದನೆ ನೀಡಿದ್ದಾರೆ ಎಂದು ಸಂಸದರು ತಿಳಿಸಿದ್ದಾರೆ. (592, 126, 696, 206)
court-notice-box (704, 1090, 918, 1438)
